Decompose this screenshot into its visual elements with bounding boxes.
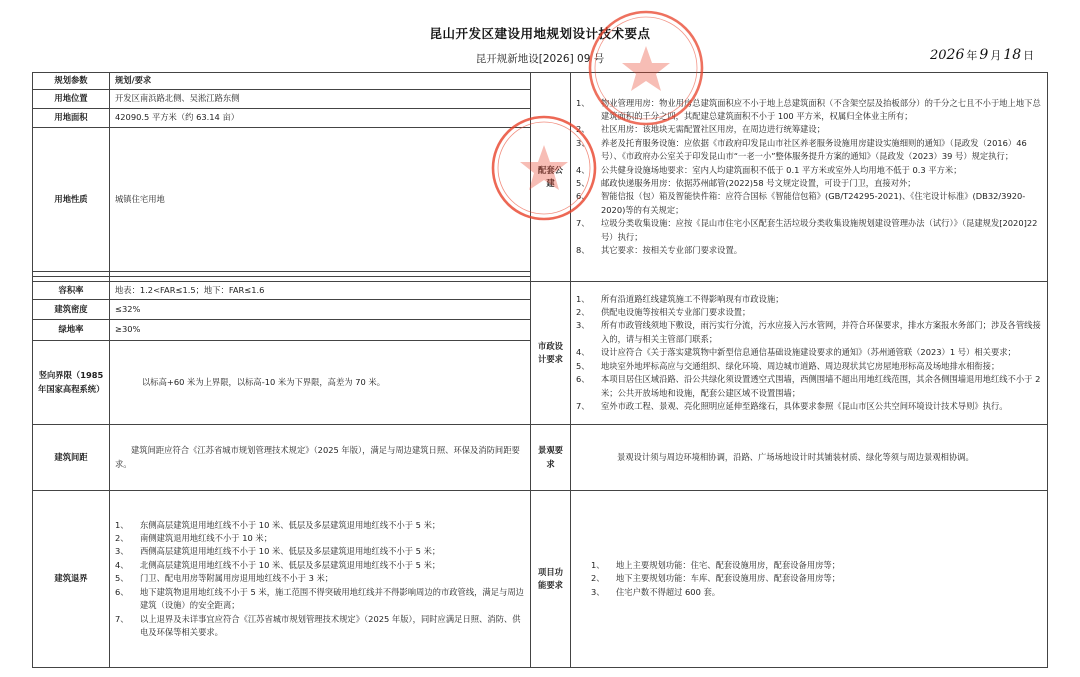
far-value: 地表：1.2<FAR≤1.5；地下：FAR≤1.6: [110, 282, 531, 300]
landscape-label: 景观要求: [531, 425, 571, 491]
facility-item: 2、 社区用房：该地块无需配置社区用房，在周边进行统筹建设；: [576, 124, 826, 135]
municipal-item: 5、 地块室外地坪标高应与交通组织、绿化环境、周边城市道路、周边现状其它房屋地形标高及场地排水相衔接；: [576, 360, 1000, 371]
program-item: 2、 地下主要规划功能：车库、配套设施用房、配套设备用房等；: [591, 573, 841, 584]
date-month: 9: [979, 47, 989, 63]
landscape-value: 景观设计须与周边环境相协调，沿路、广场场地设计时其铺装材质、绿化等须与周边景观相协调。: [571, 425, 1048, 491]
green-ratio-label: 绿地率: [33, 320, 110, 341]
document-date: [930, 47, 1036, 63]
nature-value: 城镇住宅用地: [110, 128, 531, 272]
vertical-limit-value: 以标高+60 米为上界限，以标高-10 米为下界限，高差为 70 米。: [110, 341, 531, 425]
municipal-label: 市政设计要求: [531, 282, 571, 425]
green-ratio-value: ≥30%: [110, 320, 531, 341]
vertical-limit-label: 竖向界限（1985年国家高程系统）: [33, 341, 110, 425]
program-list: [571, 491, 1048, 668]
far-label: 容积率: [33, 282, 110, 300]
setback-list: [110, 491, 531, 668]
municipal-item: 7、 室外市政工程、景观、亮化照明应延伸至路缘石，具体要求参照《昆山市区公共空间环境设计技术导则》执行。: [576, 400, 1008, 411]
setback-label: 建筑退界: [33, 491, 110, 668]
date-year-label: 年: [966, 49, 978, 62]
location-label: 用地位置: [33, 90, 110, 109]
program-label: 项目功能要求: [531, 491, 571, 668]
setback-item: 7、 以上退界及未详事宜应符合《江苏省城市规划管理技术规定》（2025 年版），同时应满足日照、消防、供电及环保等相关要求。: [115, 613, 521, 637]
setback-item: 4、 北侧高层建筑退用地红线不小于 10 米、低层及多层建筑退用地红线不小于 5 米；: [115, 559, 441, 570]
date-month-label: 月: [990, 49, 1002, 62]
program-item: 1、 地上主要规划功能：住宅、配套设施用房，配套设备用房等；: [591, 559, 841, 570]
area-value: 42090.5 平方米（约 63.14 亩）: [110, 109, 531, 128]
spacing-label: 建筑间距: [33, 425, 110, 491]
facilities-label: 配套公建: [531, 73, 571, 282]
nature-label: 用地性质: [33, 128, 110, 272]
setback-item: 6、 地下建筑物退用地红线不小于 5 米，施工范围不得突破用地红线并不得影响周边的市政管线，满足与周边建筑（设施）的安全距离；: [115, 586, 524, 611]
header-param-label: 规划参数: [33, 73, 110, 90]
facility-item: 5、 邮政快递服务用房：依据苏州邮管(2022)58 号文规定设置，可设于门卫，直接对外；: [576, 178, 916, 188]
facility-item: 8、 其它要求：按相关专业部门要求设置。: [576, 245, 743, 256]
density-label: 建筑密度: [33, 300, 110, 320]
municipal-item: 1、 所有沿道路红线建筑施工不得影响现有市政设施；: [576, 293, 784, 304]
header-value-label: 规划/要求: [110, 73, 531, 90]
density-value: ≤32%: [110, 300, 531, 320]
setback-item: 1、 东侧高层建筑退用地红线不小于 10 米、低层及多层建筑退用地红线不小于 5 米；: [115, 519, 441, 530]
facility-item: 1、 物业管理用房：物业用房总建筑面积应不小于地上总建筑面积（不含架空层及抬板部分）的千分之七且不小于地上地下总建筑面积的千分之四，其配建总建筑面积不小于 100 平方米，权属归全体业主所有；: [576, 97, 1041, 121]
document-number: 昆开规新地设[2026] 09 号: [475, 53, 605, 65]
municipal-list: [571, 282, 1048, 425]
municipal-item: 2、 供配电设施等按相关专业部门要求设置；: [576, 307, 751, 318]
area-label: 用地面积: [33, 109, 110, 128]
setback-item: 2、 南侧建筑退用地红线不小于 10 米；: [115, 533, 272, 544]
setback-item: 5、 门卫、配电用房等附属用房退用地红线不小于 3 米；: [115, 573, 334, 584]
facility-item: 3、 养老及托育服务设施：应依据《市政府印发昆山市社区养老服务设施用房建设实施细则的通知》（昆政发（2016）46 号）、《市政府办公室关于印发昆山市“一老一小”整体服务提升方案的通知》（昆政发（2023）39 号）规定执行；: [576, 137, 1027, 162]
location-value: 开发区南浜路北侧、吴淞江路东侧: [110, 90, 531, 109]
date-year-prefix: 20: [930, 48, 947, 63]
facility-item: 6、 智能信报（包）箱及智能快件箱：应符合国标《智能信包箱》(GB/T24295-2021)、《住宅设计标准》(DB32/3920-2020)等的有关规定；: [576, 191, 1026, 215]
spacing-value: 建筑间距应符合《江苏省城市规划管理技术规定》（2025 年版），满足与周边建筑日照、环保及消防间距要求。: [110, 425, 531, 491]
program-item: 3、 住宅户数不得超过 600 套。: [591, 586, 721, 597]
municipal-item: 3、 所有市政管线须地下敷设，雨污实行分流，污水应接入污水管网，并符合环保要求，排水方案报水务部门；涉及各管线接入的，请与相关主管部门联系；: [576, 320, 1041, 344]
facilities-list: [571, 73, 1048, 282]
setback-item: 3、 西侧高层建筑退用地红线不小于 10 米、低层及多层建筑退用地红线不小于 5 米；: [115, 546, 441, 557]
requirements-table: [32, 72, 1048, 668]
municipal-item: 4、 设计应符合《关于落实建筑物中新型信息通信基础设施建设要求的通知》（苏州通管联（2023）1 号）相关要求；: [576, 347, 1016, 358]
municipal-item: 6、 本项目居住区域沿路、沿公共绿化须设置透空式围墙，西侧围墙不超出用地红线范围，其余各侧围墙退用地红线不小于 2 米；公共开放场地和设施，配套公建区域不设置围墙；: [576, 374, 1041, 398]
date-year-suffix: 26: [946, 47, 965, 63]
date-day: 18: [1003, 47, 1022, 63]
facility-item: 4、 公共健身设施场地要求：室内人均建筑面积不低于 0.1 平方米或室外人均用地不低于 0.3 平方米；: [576, 164, 962, 175]
facility-item: 7、 垃圾分类收集设施：应按《昆山市住宅小区配套生活垃圾分类收集设施规划建设管理办法（试行）》（昆建规发[2020]22 号）执行；: [576, 218, 1038, 242]
page-title: 昆山开发区建设用地规划设计技术要点: [429, 26, 651, 41]
date-day-label: 日: [1023, 49, 1035, 62]
